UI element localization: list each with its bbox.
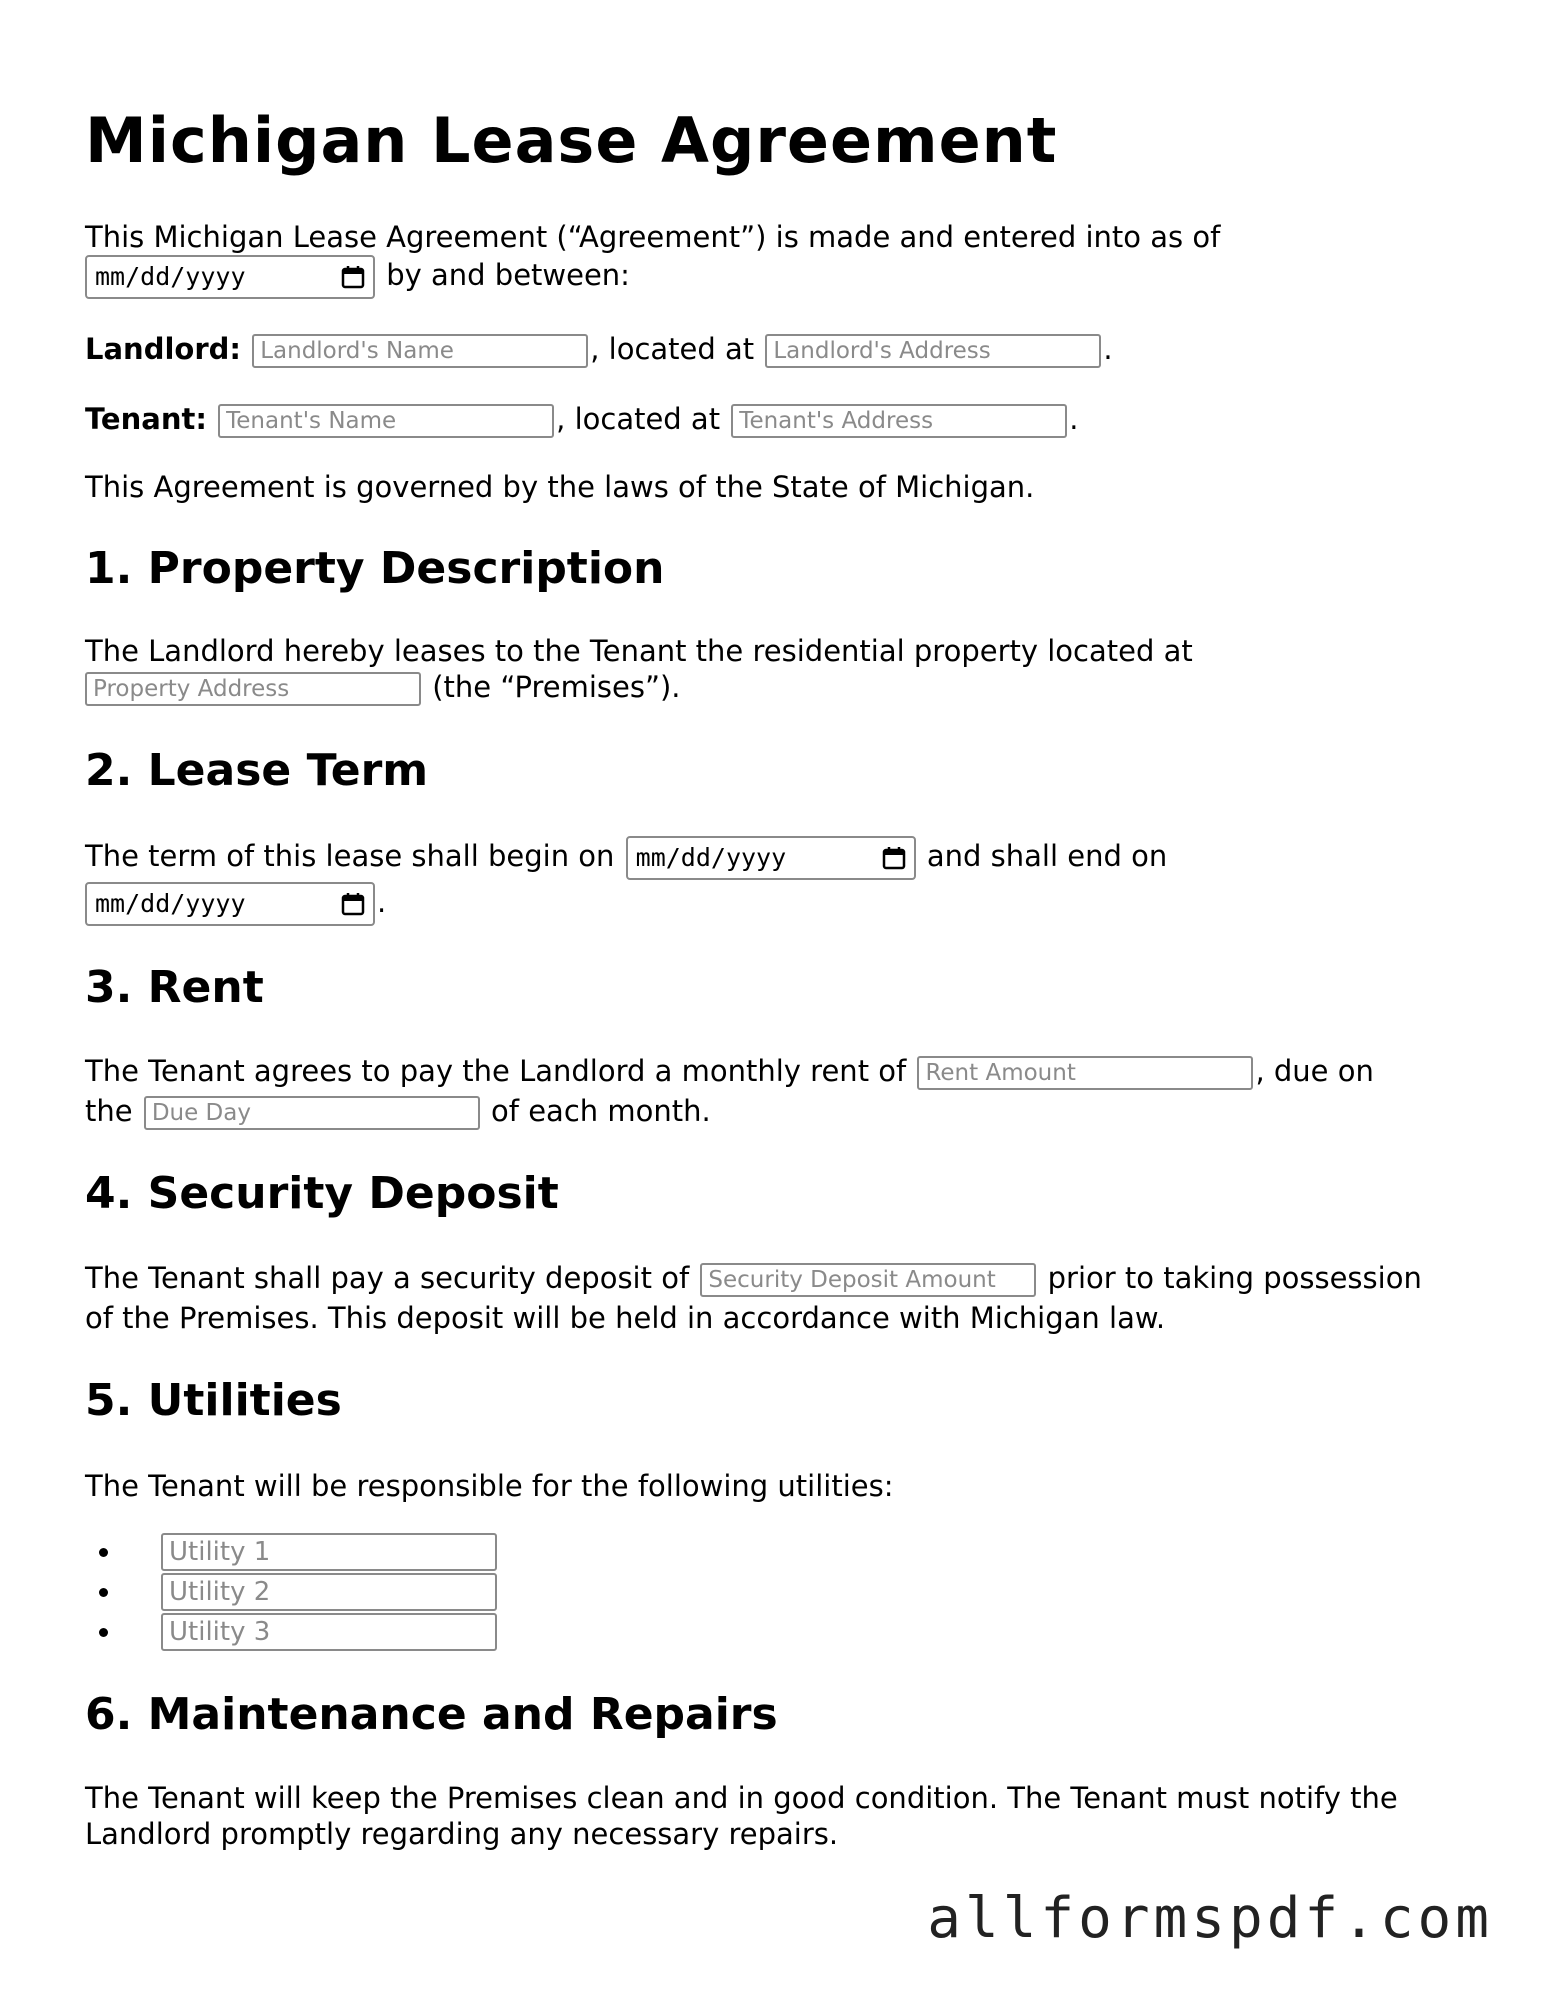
property-address-line (83, 668, 681, 706)
section-maintenance-heading: 6. Maintenance and Repairs (85, 1689, 778, 1740)
landlord-period: . (1103, 332, 1113, 366)
intro-text: This Michigan Lease Agreement (“Agreement”) is made and entered into as of (85, 220, 1221, 254)
term-line-2 (83, 882, 386, 926)
property-text: The Landlord hereby leases to the Tenant the residential property located at (85, 634, 1193, 668)
utility-2-field[interactable] (161, 1573, 497, 1611)
due-day-field[interactable] (144, 1096, 480, 1130)
term-text-middle: and shall end on (926, 839, 1168, 873)
tenant-label: Tenant: (85, 402, 207, 436)
rent-amount-field[interactable] (917, 1056, 1253, 1090)
section-deposit-heading: 4. Security Deposit (85, 1168, 559, 1219)
section-rent-heading: 3. Rent (85, 962, 264, 1013)
tenant-address-field[interactable] (731, 404, 1067, 438)
utility-1-field[interactable] (161, 1533, 497, 1571)
intro-text-after: by and between: (386, 258, 630, 292)
rent-text-the: the (85, 1094, 133, 1128)
agreement-date-input[interactable] (85, 255, 375, 299)
list-item (125, 1532, 497, 1572)
section-property-heading: 1. Property Description (85, 543, 665, 594)
tenant-period: . (1069, 402, 1079, 436)
property-address-field[interactable] (85, 672, 421, 706)
term-period: . (377, 885, 387, 919)
rent-text-middle: , due on (1255, 1054, 1374, 1088)
section-utilities-heading: 5. Utilities (85, 1375, 342, 1426)
date-placeholder: mm/dd/yyyy (95, 262, 246, 291)
intro-date-line (83, 255, 630, 299)
landlord-label: Landlord: (85, 332, 241, 366)
utility-3-field[interactable] (161, 1613, 497, 1651)
tenant-name-field[interactable] (218, 404, 554, 438)
list-item (125, 1572, 497, 1612)
date-placeholder: mm/dd/yyyy (95, 889, 246, 918)
landlord-line (85, 330, 1113, 368)
utilities-text: The Tenant will be responsible for the following utilities: (85, 1469, 894, 1503)
deposit-text-after: prior to taking possession (1047, 1261, 1422, 1295)
lease-end-date-input[interactable] (85, 882, 375, 926)
premises-text: (the “Premises”). (432, 670, 681, 704)
maintenance-line-1: The Tenant will keep the Premises clean and in good condition. The Tenant must notify the (85, 1781, 1398, 1815)
date-placeholder: mm/dd/yyyy (635, 843, 787, 872)
deposit-line-1 (85, 1259, 1422, 1297)
list-item (125, 1612, 497, 1652)
term-text: The term of this lease shall begin on (85, 839, 615, 873)
landlord-address-field[interactable] (765, 334, 1101, 368)
rent-line-2 (85, 1092, 711, 1130)
utilities-list (85, 1532, 497, 1652)
rent-line-1 (85, 1052, 1374, 1090)
governing-law-text: This Agreement is governed by the laws of the State of Michigan. (85, 470, 1035, 504)
rent-text: The Tenant agrees to pay the Landlord a monthly rent of (85, 1054, 907, 1088)
lease-start-date-input[interactable] (626, 836, 916, 880)
intro-paragraph (85, 218, 1220, 256)
deposit-text: The Tenant shall pay a security deposit of (85, 1261, 690, 1295)
deposit-line-2: of the Premises. This deposit will be held in accordance with Michigan law. (85, 1301, 1166, 1335)
document-title: Michigan Lease Agreement (85, 104, 1058, 177)
calendar-icon[interactable] (341, 265, 365, 289)
tenant-located-at: , located at (556, 402, 721, 436)
security-deposit-field[interactable] (700, 1263, 1036, 1297)
rent-text-after: of each month. (491, 1094, 711, 1128)
calendar-icon[interactable] (341, 892, 365, 916)
maintenance-line-2: Landlord promptly regarding any necessary repairs. (85, 1817, 839, 1851)
tenant-line (85, 400, 1079, 438)
section-term-heading: 2. Lease Term (85, 745, 429, 796)
term-line-1 (85, 836, 1167, 880)
landlord-name-field[interactable] (252, 334, 588, 368)
calendar-icon[interactable] (882, 846, 906, 870)
watermark: allformspdf.com (927, 1886, 1493, 1951)
landlord-located-at: , located at (590, 332, 755, 366)
